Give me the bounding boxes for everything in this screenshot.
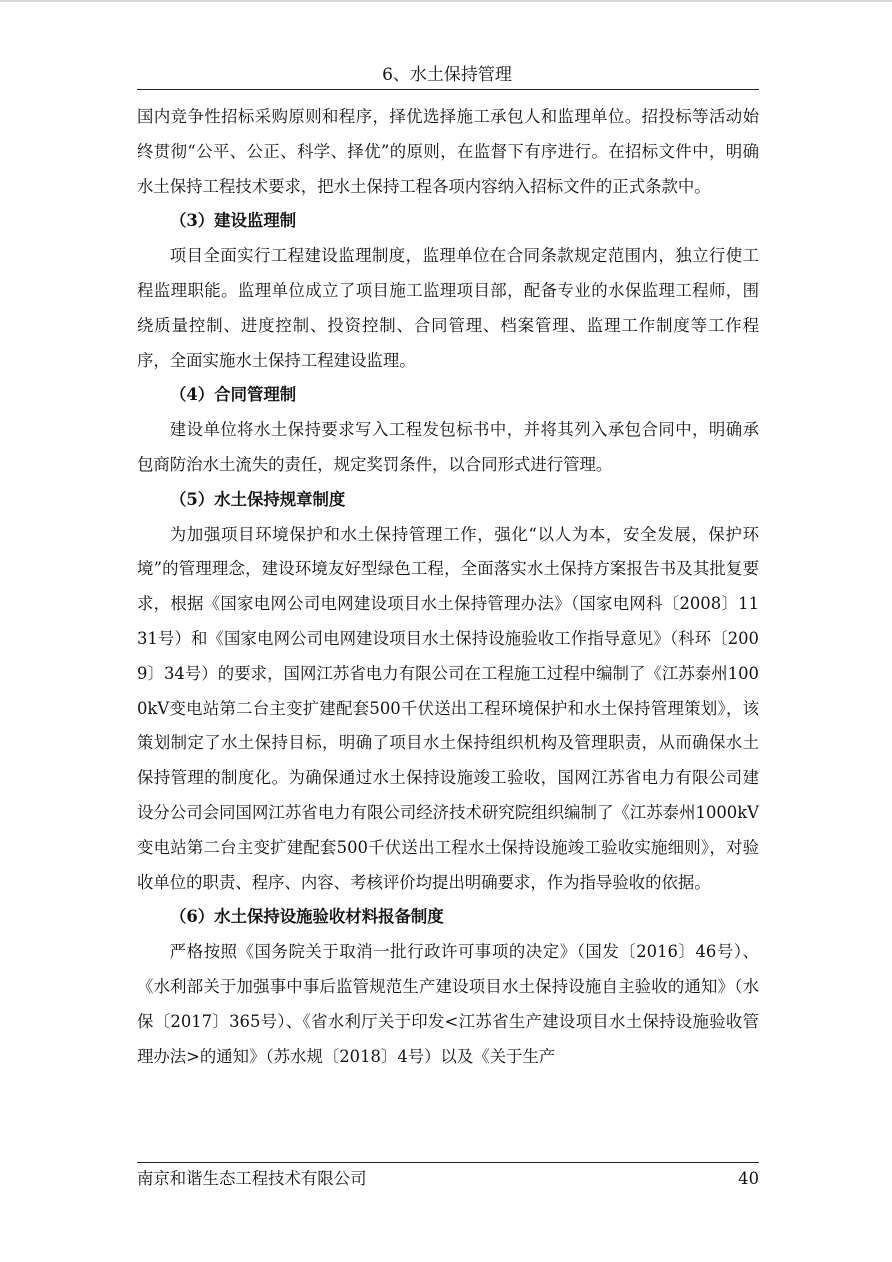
running-header-title: 6、水土保持管理: [382, 65, 512, 85]
section-heading-acceptance-filing: （6）水土保持设施验收材料报备制度: [170, 907, 444, 927]
paragraph-bidding-continued: 国内竞争性招标采购原则和程序，择优选择施工承包人和监理单位。招投标等活动始终贯彻“公平、公正、科学、择优”的原则，在监督下有序进行。在招标文件中，明确水土保持工程技术要求，把水土保持工程各项内容纳入招标文件的正式条款中。: [137, 107, 759, 196]
header-divider: [137, 89, 759, 90]
paragraph-supervision: 项目全面实行工程建设监理制度，监理单位在合同条款规定范围内，独立行使工程监理职能。监理单位成立了项目施工监理项目部，配备专业的水保监理工程师，围绕质量控制、进度控制、投资控制、合同管理、档案管理、监理工作制度等工作程序，全面实施水土保持工程建设监理。: [137, 246, 759, 370]
section-heading-contract: （4）合同管理制: [170, 385, 297, 405]
section-heading-regulations: （5）水土保持规章制度: [170, 489, 346, 509]
section-heading-supervision: （3）建设监理制: [170, 211, 297, 231]
page-top-edge: [0, 0, 892, 2]
footer-page-number: 40: [738, 1169, 759, 1188]
footer-company-name: 南京和谐生态工程技术有限公司: [137, 1169, 367, 1188]
paragraph-acceptance-filing: 严格按照《国务院关于取消一批行政许可事项的决定》（国发〔2016〕46号）、《水利部关于加强事中事后监管规范生产建设项目水土保持设施自主验收的通知》（水保〔2017〕365号）、《省水利厅关于印发<江苏省生产建设项目水土保持设施验收管理办法>的通知》（苏水规〔2018〕4号）以及《关于生产: [137, 942, 759, 1066]
paragraph-regulations: 为加强项目环境保护和水土保持管理工作，强化“以人为本，安全发展，保护环境”的管理理念，建设环境友好型绿色工程，全面落实水土保持方案报告书及其批复要求，根据《国家电网公司电网建设项目水土保持管理办法》（国家电网科〔2008〕1131号）和《国家电网公司电网建设项目水土保持设施验收工作指导意见》（科环〔2009〕34号）的要求，国网江苏省电力有限公司在工程施工过程中编制了《江苏泰州1000kV变电站第二台主变扩建配套500千伏送出工程环境保护和水土保持管理策划》，该策划制定了水土保持目标，明确了项目水土保持组织机构及管理职责，从而确保水土保持管理的制度化。为确保通过水土保持设施竣工验收，国网江苏省电力有限公司建设分公司会同国网江苏省电力有限公司经济技术研究院组织编制了《江苏泰州1000kV变电站第二台主变扩建配套500千伏送出工程水土保持设施竣工验收实施细则》，对验收单位的职责、程序、内容、考核评价均提出明确要求，作为指导验收的依据。: [137, 524, 759, 892]
paragraph-contract: 建设单位将水土保持要求写入工程发包标书中，并将其列入承包合同中，明确承包商防治水土流失的责任，规定奖罚条件，以合同形式进行管理。: [137, 420, 759, 474]
document-body: [137, 100, 759, 1074]
footer-divider: [137, 1162, 759, 1163]
